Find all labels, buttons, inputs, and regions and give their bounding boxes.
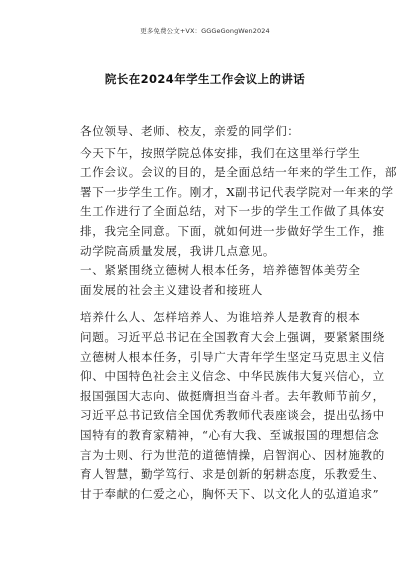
text-line: 甘于奉献的仁爱之心，胸怀天下、以文化人的弘道追求” (80, 486, 380, 501)
text-line: 工作会议。会议的目的，是全面总结一年来的学生工作，部 (80, 165, 398, 180)
page-title: 院长在2024年学生工作会议上的讲话 (104, 72, 306, 86)
text-line: 立德树人根本任务，引导广大青年学生坚定马克思主义信 (80, 349, 385, 364)
text-line: 生工作进行了全面总结，对下一步的学生工作做了具体安 (80, 204, 385, 219)
text-line: 习近平总书记致信全国优秀教师代表座谈会，提出弘扬中 (80, 408, 385, 423)
section-heading (80, 261, 361, 300)
text-line: 报国强国大志向、做挺膺担当奋斗者。去年教师节前夕， (80, 388, 385, 403)
text-line: 仰、中国特色社会主义信念、中华民族伟大复兴信心，立 (80, 369, 385, 384)
text-line: 育人智慧，勤学笃行、求是创新的躬耕态度，乐教爱生、 (80, 467, 385, 482)
header-note: 更多免费公文+VX：GGGeGongWen2024 (140, 27, 270, 35)
text-line: 问题。习近平总书记在全国教育大会上强调，要紧紧围绕 (80, 329, 385, 344)
text-line: 培养什么人、怎样培养人、为谁培养人是教育的根本 (80, 310, 361, 325)
paragraph-section-1 (80, 308, 385, 504)
paragraph-intro (80, 144, 398, 262)
document-body (80, 122, 398, 504)
text-line: 署下一步学生工作。刚才，X副书记代表学院对一年来的学 (80, 184, 394, 199)
salutation: 各位领导、老师、校友，亲爱的同学们： (80, 124, 300, 138)
heading-line: 面发展的社会主义建设者和接班人 (80, 282, 263, 297)
text-line: 今天下午，按照学院总体安排，我们在这里举行学生 (80, 145, 361, 160)
heading-line: 一、紧紧围绕立德树人根本任务，培养德智体美劳全 (80, 263, 361, 278)
text-line: 动学院高质量发展，我讲几点意见。 (80, 243, 276, 258)
text-line: 国特有的教育家精神，“心有大我、至诚报国的理想信念 (80, 427, 380, 442)
text-line: 排，我完全同意。下面，就如何进一步做好学生工作，推 (80, 223, 385, 238)
text-line: 言为士则、行为世范的道德情操，启智润心、因材施教的 (80, 447, 385, 462)
